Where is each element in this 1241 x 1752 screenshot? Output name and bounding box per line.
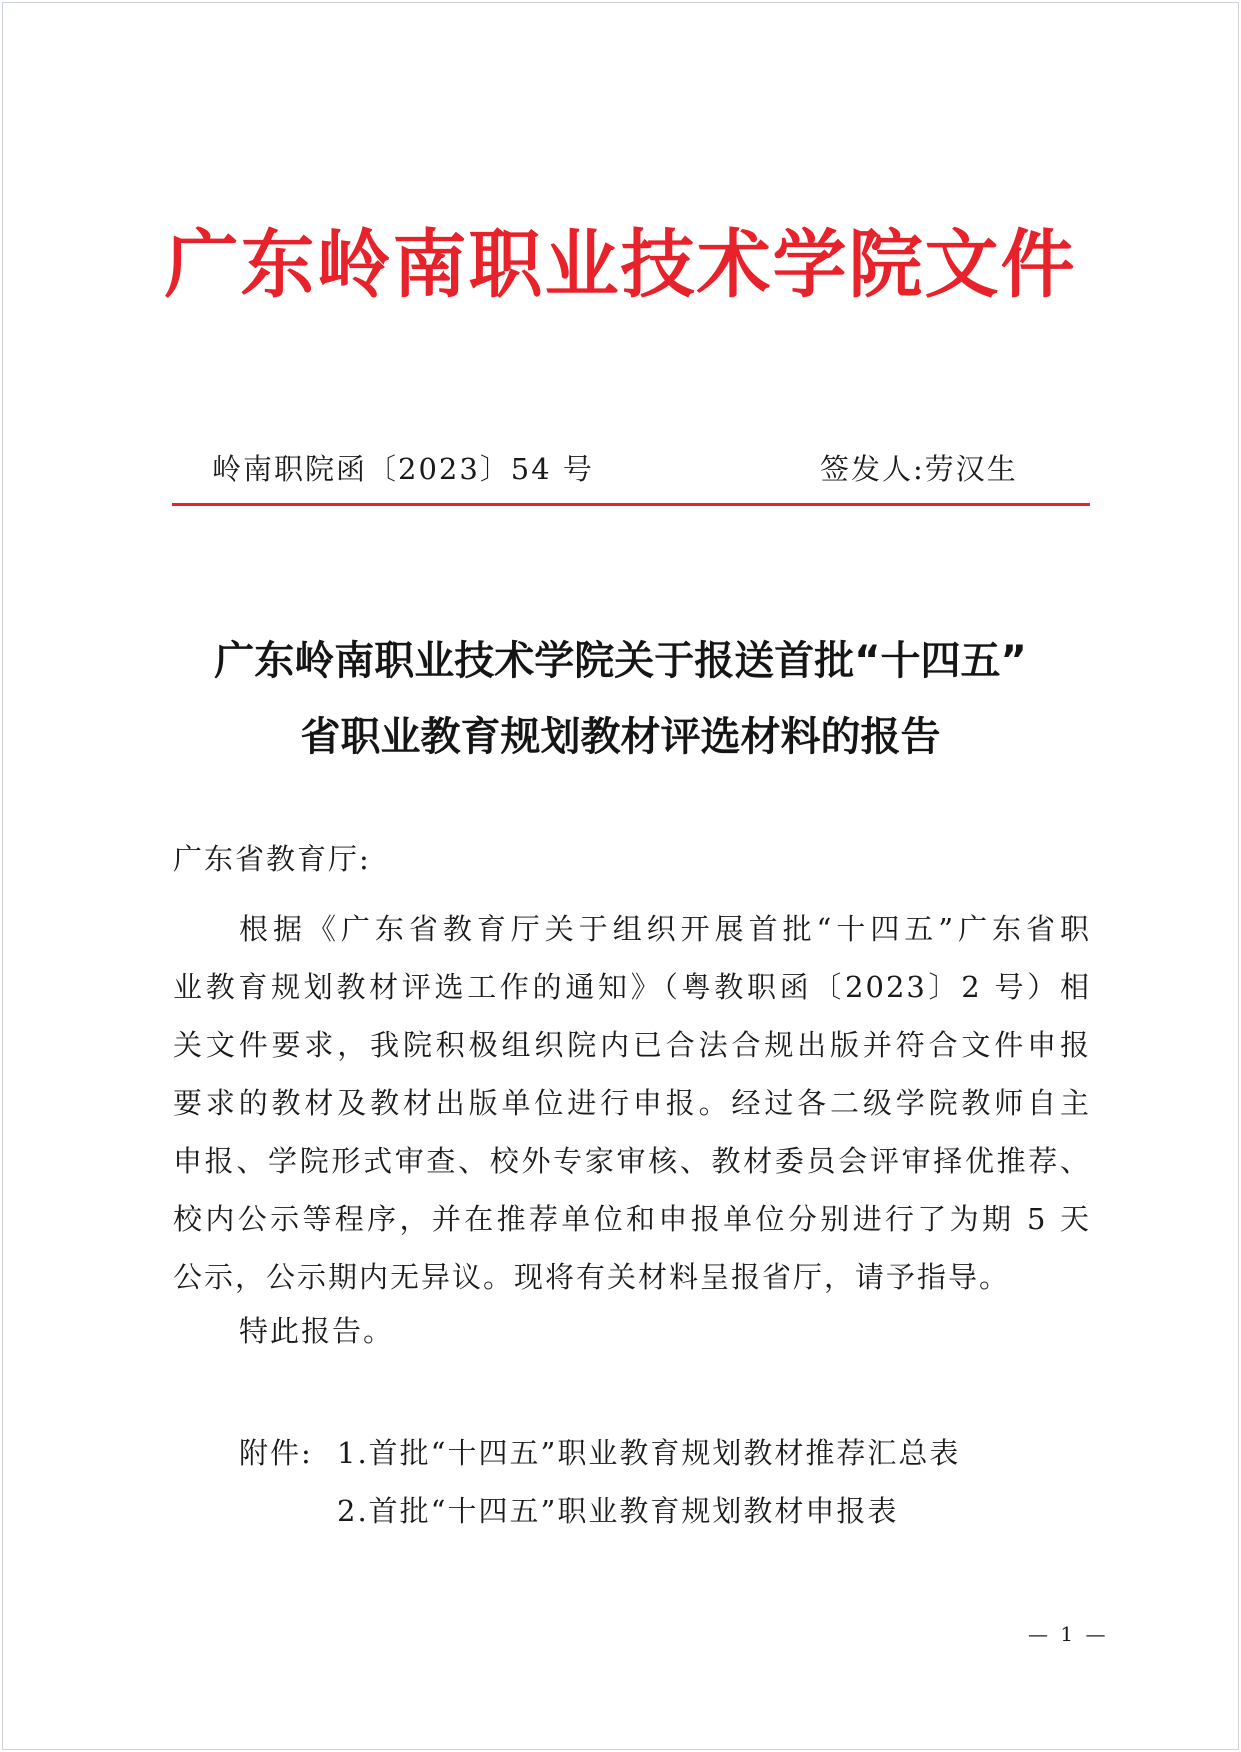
document-masthead: 广东岭南职业技术学院文件 bbox=[164, 222, 1077, 308]
body-line: 业教育规划教材评选工作的通知》（粤教职函〔2023〕2 号）相 bbox=[173, 970, 1091, 1004]
body-line: 申报、学院形式审查、校外专家审核、教材委员会评审择优推荐、 bbox=[173, 1144, 1091, 1178]
body-paragraph bbox=[173, 900, 1091, 1306]
attachments-label: 附件: bbox=[239, 1436, 313, 1470]
attachment-item: 1.首批“十四五”职业教育规划教材推荐汇总表 bbox=[337, 1436, 961, 1470]
salutation: 广东省教育厅: bbox=[173, 842, 371, 876]
title-line-2: 省职业教育规划教材评选材料的报告 bbox=[300, 714, 941, 760]
body-line: 根据《广东省教育厅关于组织开展首批“十四五”广东省职 bbox=[239, 912, 1091, 946]
issuer-label: 签发人: bbox=[820, 452, 925, 486]
issuer-name: 劳汉生 bbox=[924, 452, 1018, 486]
title-line-1: 广东岭南职业技术学院关于报送首批“十四五” bbox=[214, 638, 1027, 684]
attachment-item: 2.首批“十四五”职业教育规划教材申报表 bbox=[337, 1494, 899, 1528]
body-line: 公示，公示期内无异议。现将有关材料呈报省厅，请予指导。 bbox=[173, 1260, 1011, 1294]
page-number: — 1 — bbox=[1028, 1622, 1109, 1646]
issuer bbox=[820, 447, 1018, 488]
body-line: 校内公示等程序，并在推荐单位和申报单位分别进行了为期 5 天 bbox=[173, 1202, 1091, 1236]
body-line: 关文件要求，我院积极组织院内已合法合规出版并符合文件申报 bbox=[173, 1028, 1091, 1062]
attachments-list bbox=[239, 1424, 960, 1540]
red-separator-line bbox=[172, 503, 1090, 506]
attachment-row bbox=[239, 1424, 960, 1482]
document-number: 岭南职院函〔2023〕54 号 bbox=[212, 452, 594, 486]
body-line: 要求的教材及教材出版单位进行申报。经过各二级学院教师自主 bbox=[173, 1086, 1091, 1120]
attachment-row bbox=[239, 1482, 960, 1540]
report-title bbox=[140, 623, 1101, 775]
closing-phrase: 特此报告。 bbox=[239, 1314, 395, 1348]
